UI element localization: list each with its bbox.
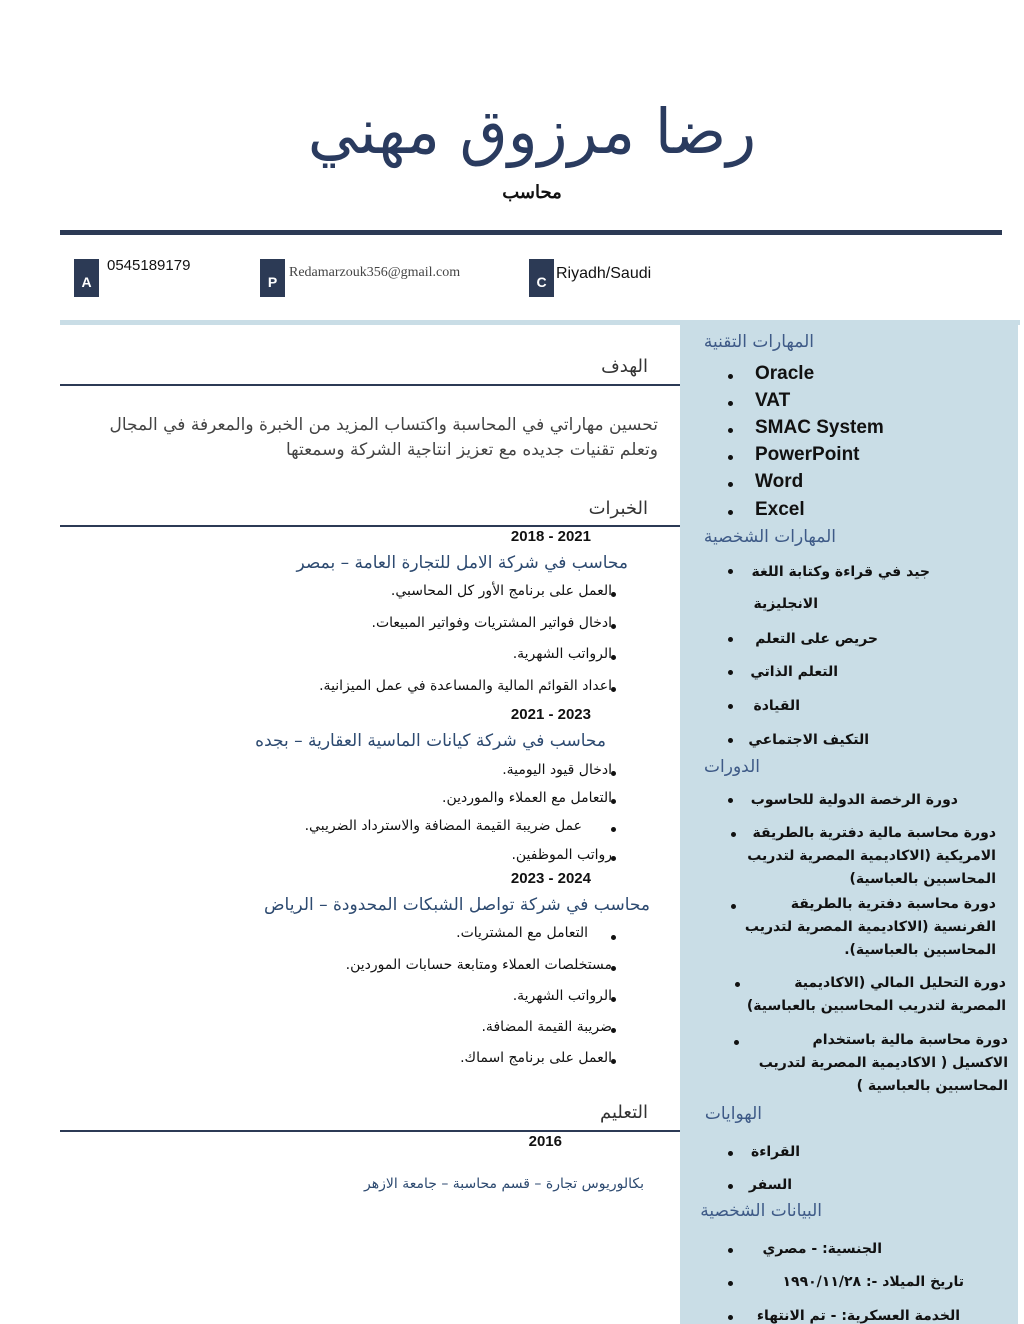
hobbies-heading: الهوايات (704, 1104, 762, 1124)
tech-skill: Oracle (755, 363, 815, 384)
bullet (728, 1184, 733, 1189)
job-task: اعداد القوائم المالية والمساعدة في عمل الميزانية. (319, 678, 612, 694)
personal-info-item: الجنسية: - مصري (762, 1241, 882, 1257)
bullet (728, 374, 733, 379)
job-title-entry: محاسب في شركة الامل للتجارة العامة – بمصر (296, 553, 628, 573)
bullet (728, 569, 733, 574)
bullet (734, 1040, 739, 1045)
tech-skill: Excel (755, 499, 805, 520)
objective-heading: الهدف (601, 356, 648, 377)
job-task: الرواتب الشهرية. (512, 646, 612, 662)
objective-line: وتعلم تقنيات جديده مع تعزيز انتاجية الشركة وسمعتها (285, 440, 658, 460)
course: دورة محاسبة دفترية بالطريقة الفرنسية (الاكاديمية المصرية لتدريب المحاسبين بالعباسية). (744, 896, 996, 958)
courses-heading: الدورات (704, 757, 760, 777)
email-icon: P (260, 259, 285, 297)
job-task: التعامل مع المشتريات. (456, 925, 588, 941)
objective-rule (60, 384, 680, 386)
tech-skill: VAT (755, 390, 791, 411)
personal-skill: حريص على التعلم (755, 631, 878, 647)
job-task: الرواتب الشهرية. (512, 988, 612, 1004)
bullet (735, 982, 740, 987)
bullet (731, 832, 736, 837)
job-years: 2021 - 2023 (510, 706, 591, 723)
tech-skills-heading: المهارات التقنية (703, 332, 814, 352)
personal-skill: القيادة (753, 698, 800, 714)
course: دورة محاسبة مالية باستخدام الاكسيل ( الاكاديمية المصرية لتدريب المحاسبين بالعباسية ) (758, 1032, 1008, 1094)
personal-skills-heading: المهارات الشخصية (703, 527, 836, 547)
bullet (611, 827, 616, 832)
job-task: مستخلصات العملاء ومتابعة حسابات الموردين. (345, 957, 612, 973)
job-years: 2023 - 2024 (510, 870, 591, 887)
candidate-name: رضا مرزوق مهني (307, 95, 757, 168)
bullet (728, 428, 733, 433)
personal-info-item: تاريخ الميلاد -: ١٩٩٠/١١/٢٨ (782, 1274, 964, 1290)
bullet (728, 1151, 733, 1156)
location-icon: C (529, 259, 554, 297)
bullet (728, 1281, 733, 1286)
personal-skill: جيد في قراءة وكتابة اللغة (751, 564, 930, 580)
education-year: 2016 (528, 1133, 562, 1150)
course: دورة محاسبة مالية دفترية بالطريقة الامريكية (الاكاديمية المصرية لتدريب المحاسبين بالعباسية) (747, 825, 996, 887)
hobby: القراءة (750, 1144, 800, 1160)
personal-skill: التعلم الذاتي (750, 664, 838, 680)
job-task: عمل ضريبة القيمة المضافة والاسترداد الضريبي. (304, 818, 582, 834)
personal-info-item: الخدمة العسكرية: - تم الانتهاء (756, 1308, 960, 1324)
tech-skill: SMAC System (755, 417, 884, 438)
bullet (728, 482, 733, 487)
bullet (728, 798, 733, 803)
education-degree: بكالوريوس تجارة – قسم محاسبة – جامعة الازهر (364, 1176, 644, 1192)
job-title-entry: محاسب في شركة كيانات الماسية العقارية – بجده (255, 731, 606, 751)
job-years: 2018 - 2021 (510, 528, 591, 545)
email-address: Redamarzouk356@gmail.com (289, 265, 461, 280)
objective-text (58, 413, 658, 463)
objective-line: تحسين مهاراتي في المحاسبة واكتساب المزيد من الخبرة والمعرفة في المجال (109, 415, 658, 435)
job-task: التعامل مع العملاء والموردين. (442, 790, 612, 806)
location: Riyadh/Saudi (556, 265, 652, 282)
job-task: ادخال فواتير المشتريات وفواتير المبيعات. (371, 615, 612, 631)
education-rule (60, 1130, 680, 1132)
personal-info-heading: البيانات الشخصية (700, 1201, 822, 1221)
tech-skill: Word (755, 471, 804, 492)
personal-skill: التكيف الاجتماعي (748, 732, 869, 748)
job-task: رواتب الموظفين. (511, 847, 612, 863)
bullet (611, 935, 616, 940)
experience-rule (60, 525, 680, 527)
tech-skill: PowerPoint (755, 444, 860, 465)
bullet (728, 1315, 733, 1320)
personal-skill: الانجليزية (753, 596, 818, 612)
header-divider (60, 230, 1002, 235)
bullet (728, 670, 733, 675)
course: دورة الرخصة الدولية للحاسوب (750, 792, 958, 808)
job-task: العمل على برنامج اسماك. (460, 1050, 612, 1066)
bullet (728, 704, 733, 709)
phone-number: 0545189179 (107, 257, 191, 274)
job-title-entry: محاسب في شركة تواصل الشبكات المحدودة – الرياض (263, 895, 650, 915)
hobby: السفر (748, 1177, 792, 1193)
experience-heading: الخبرات (588, 498, 648, 519)
bullet (728, 455, 733, 460)
bullet (728, 510, 733, 515)
job-task: ضريبة القيمة المضافة. (481, 1019, 612, 1035)
job-title: محاسب (502, 182, 562, 202)
bullet (731, 904, 736, 909)
bullet (728, 1248, 733, 1253)
course: دورة التحليل المالي (الاكاديمية المصرية لتدريب المحاسبين بالعباسية) (746, 975, 1006, 1014)
bullet (728, 738, 733, 743)
job-task: ادخال قيود اليومية. (502, 762, 612, 778)
education-heading: التعليم (600, 1102, 648, 1123)
job-task: العمل على برنامج الأور كل المحاسبي. (390, 583, 612, 599)
bullet (728, 401, 733, 406)
phone-icon: A (74, 259, 99, 297)
bullet (728, 637, 733, 642)
